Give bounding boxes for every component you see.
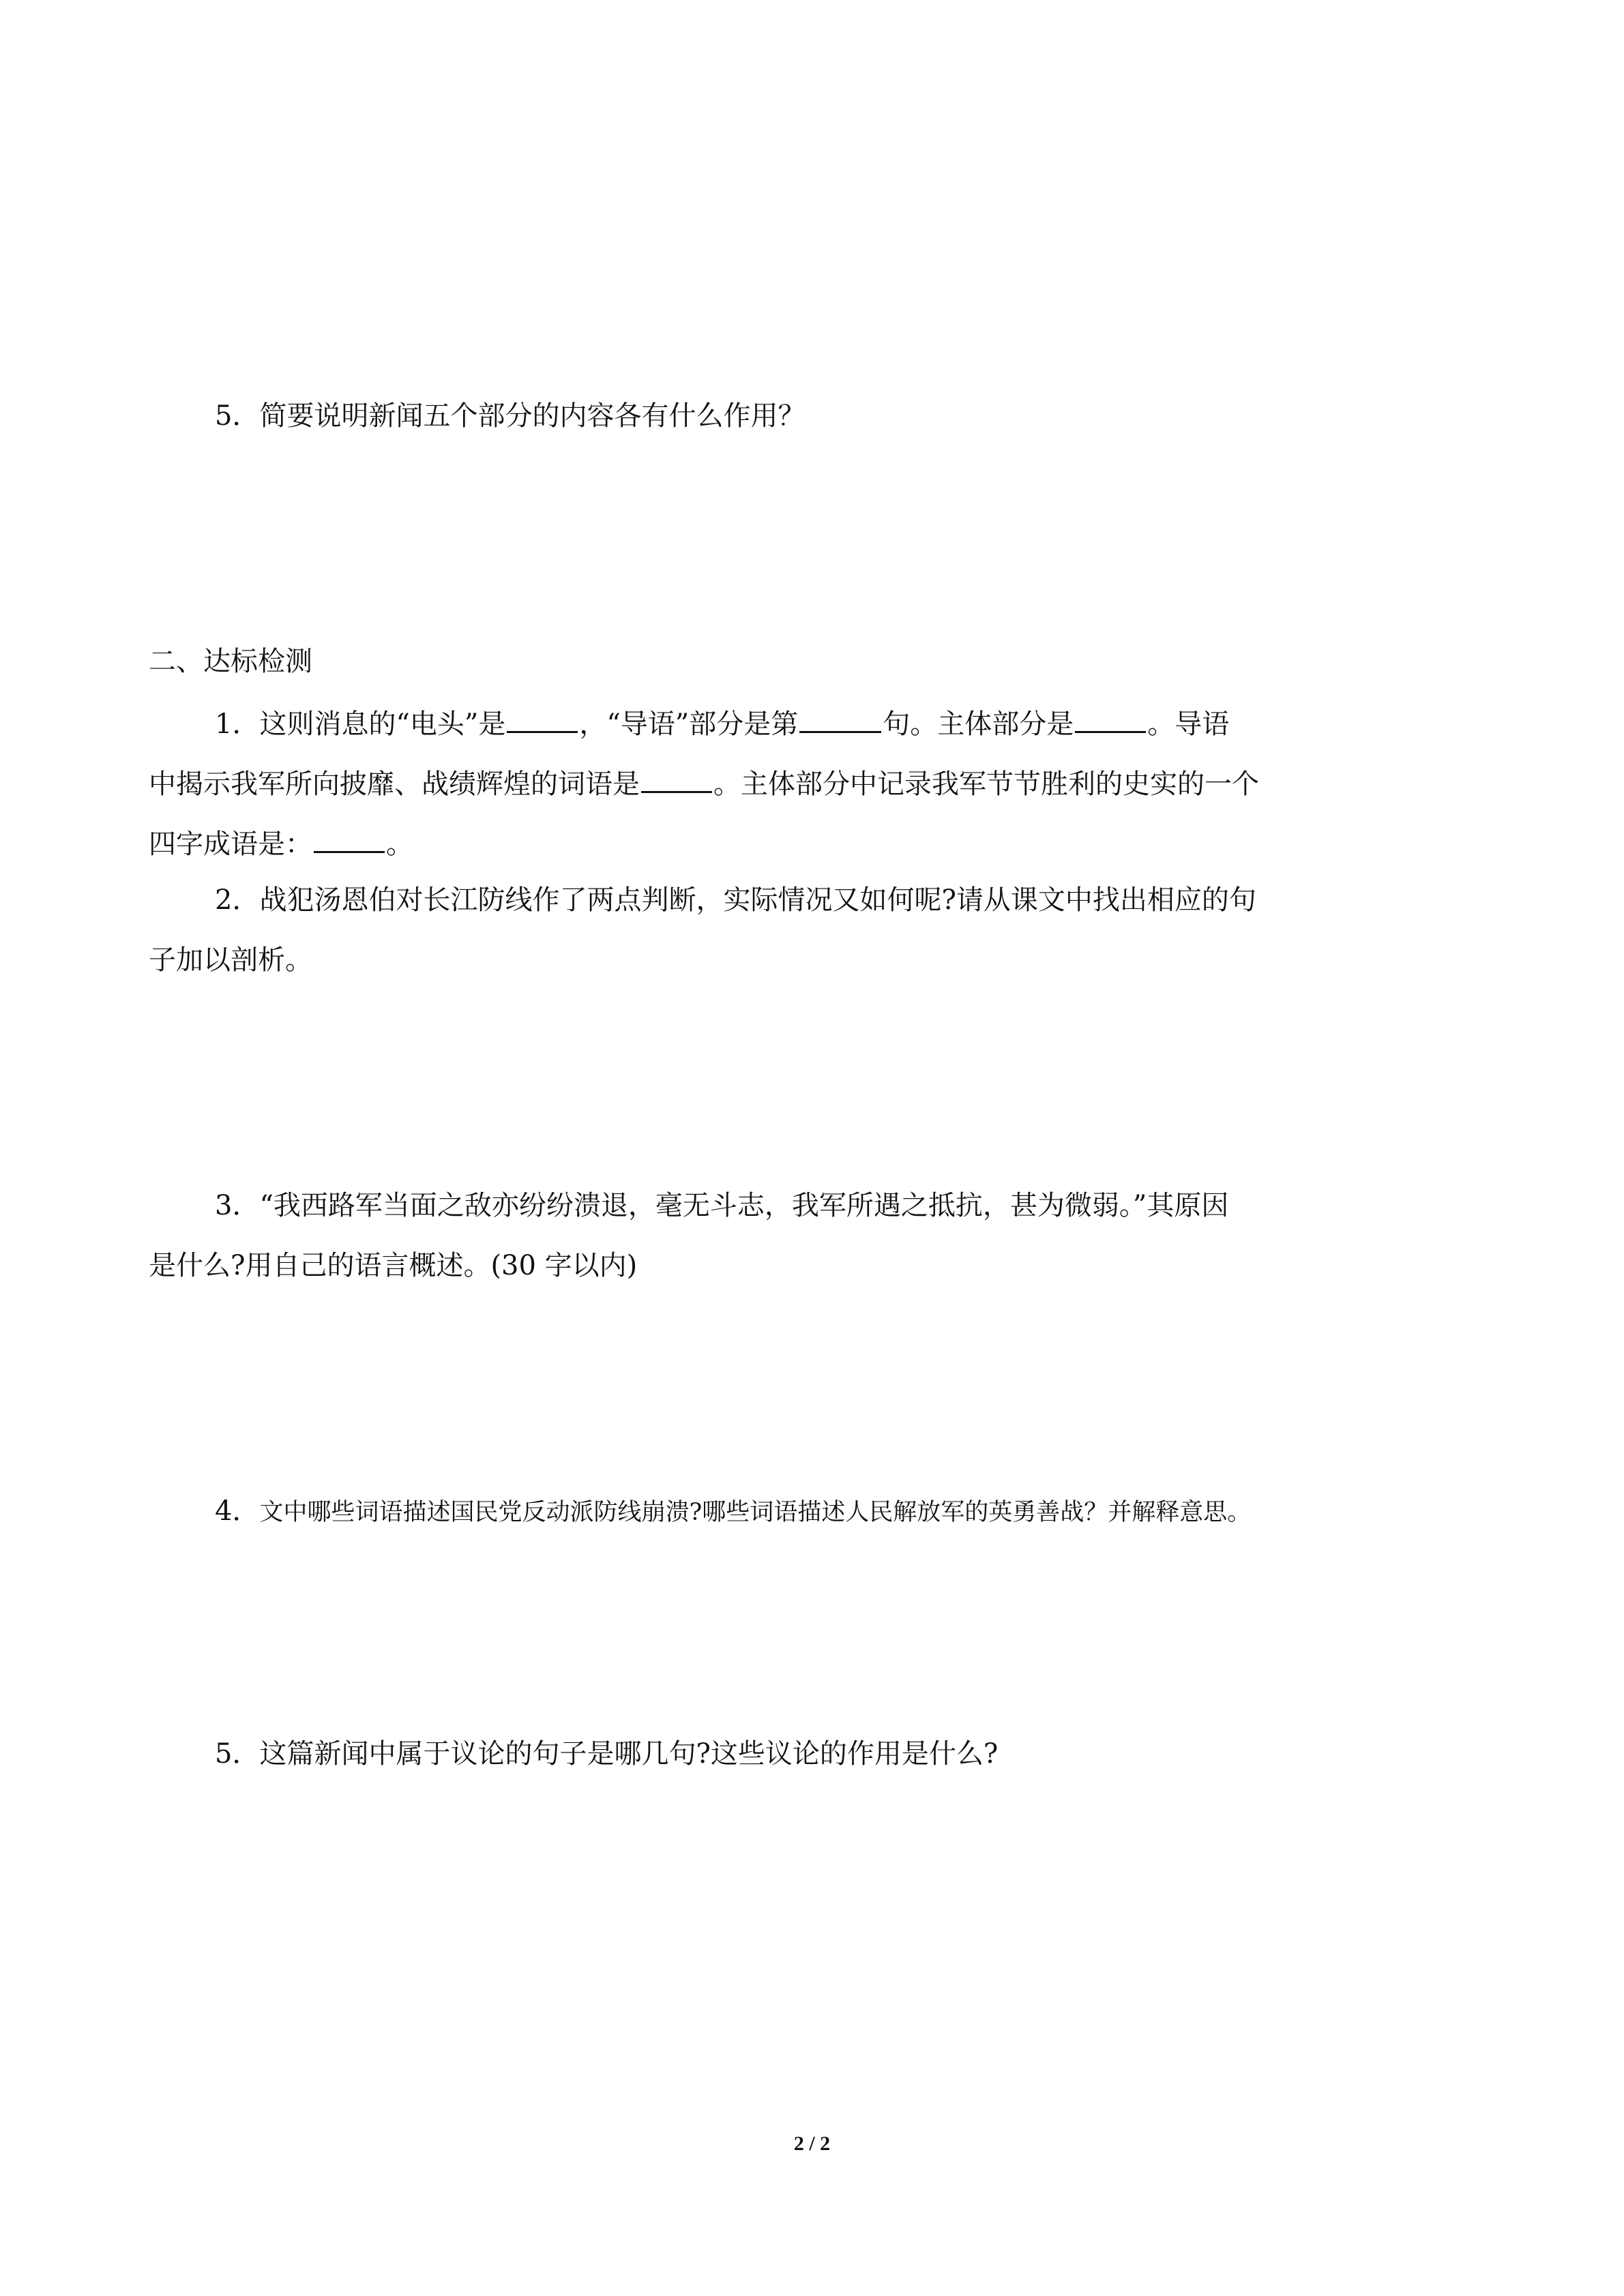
question-3-line-2: 是什么?用自己的语言概述。(30 字以内) <box>149 1250 638 1281</box>
q1-blank-2 <box>799 706 881 733</box>
question-1-line-3 <box>149 826 413 858</box>
q1-text-h: 。 <box>386 829 413 860</box>
question-3-line-1: 3．“我西路军当面之敌亦纷纷溃退，毫无斗志，我军所遇之抵抗，甚为微弱。”其原因 <box>215 1190 1229 1221</box>
q1-text-c: 句。主体部分是 <box>883 709 1074 740</box>
question-5-top: 5．简要说明新闻五个部分的内容各有什么作用？ <box>215 400 806 432</box>
section-2-title: 二、达标检测 <box>149 646 312 677</box>
question-2-line-2: 子加以剖析。 <box>149 944 312 976</box>
question-2-line-1: 2．战犯汤恩伯对长江防线作了两点判断，实际情况又如何呢?请从课文中找出相应的句 <box>215 884 1256 916</box>
question-1-line-2 <box>149 766 1259 798</box>
q4-text: 文中哪些词语描述国民党反动派防线崩溃?哪些词语描述人民解放军的英勇善战？并解释意思。 <box>259 1499 1252 1526</box>
question-1-line-1 <box>215 706 1229 738</box>
q1-text-d: 。导语 <box>1147 709 1230 740</box>
q4-number: 4． <box>215 1495 260 1527</box>
q1-blank-1 <box>507 706 578 733</box>
q1-text-f: 。主体部分中记录我军节节胜利的史实的一个 <box>713 769 1259 800</box>
page-number: 2 / 2 <box>793 2132 831 2155</box>
q1-text-b: ，“导语”部分是第 <box>579 709 799 740</box>
q1-blank-3 <box>1075 706 1146 733</box>
q1-text-e: 中揭示我军所向披靡、战绩辉煌的词语是 <box>149 769 640 800</box>
question-4 <box>215 1497 1251 1525</box>
q1-blank-5 <box>314 826 385 853</box>
q1-blank-4 <box>641 766 712 793</box>
question-5-bottom: 5．这篇新闻中属于议论的句子是哪几句?这些议论的作用是什么? <box>215 1738 999 1770</box>
q1-text-a: 1．这则消息的“电头”是 <box>215 709 506 740</box>
q1-text-g: 四字成语是： <box>149 829 312 860</box>
